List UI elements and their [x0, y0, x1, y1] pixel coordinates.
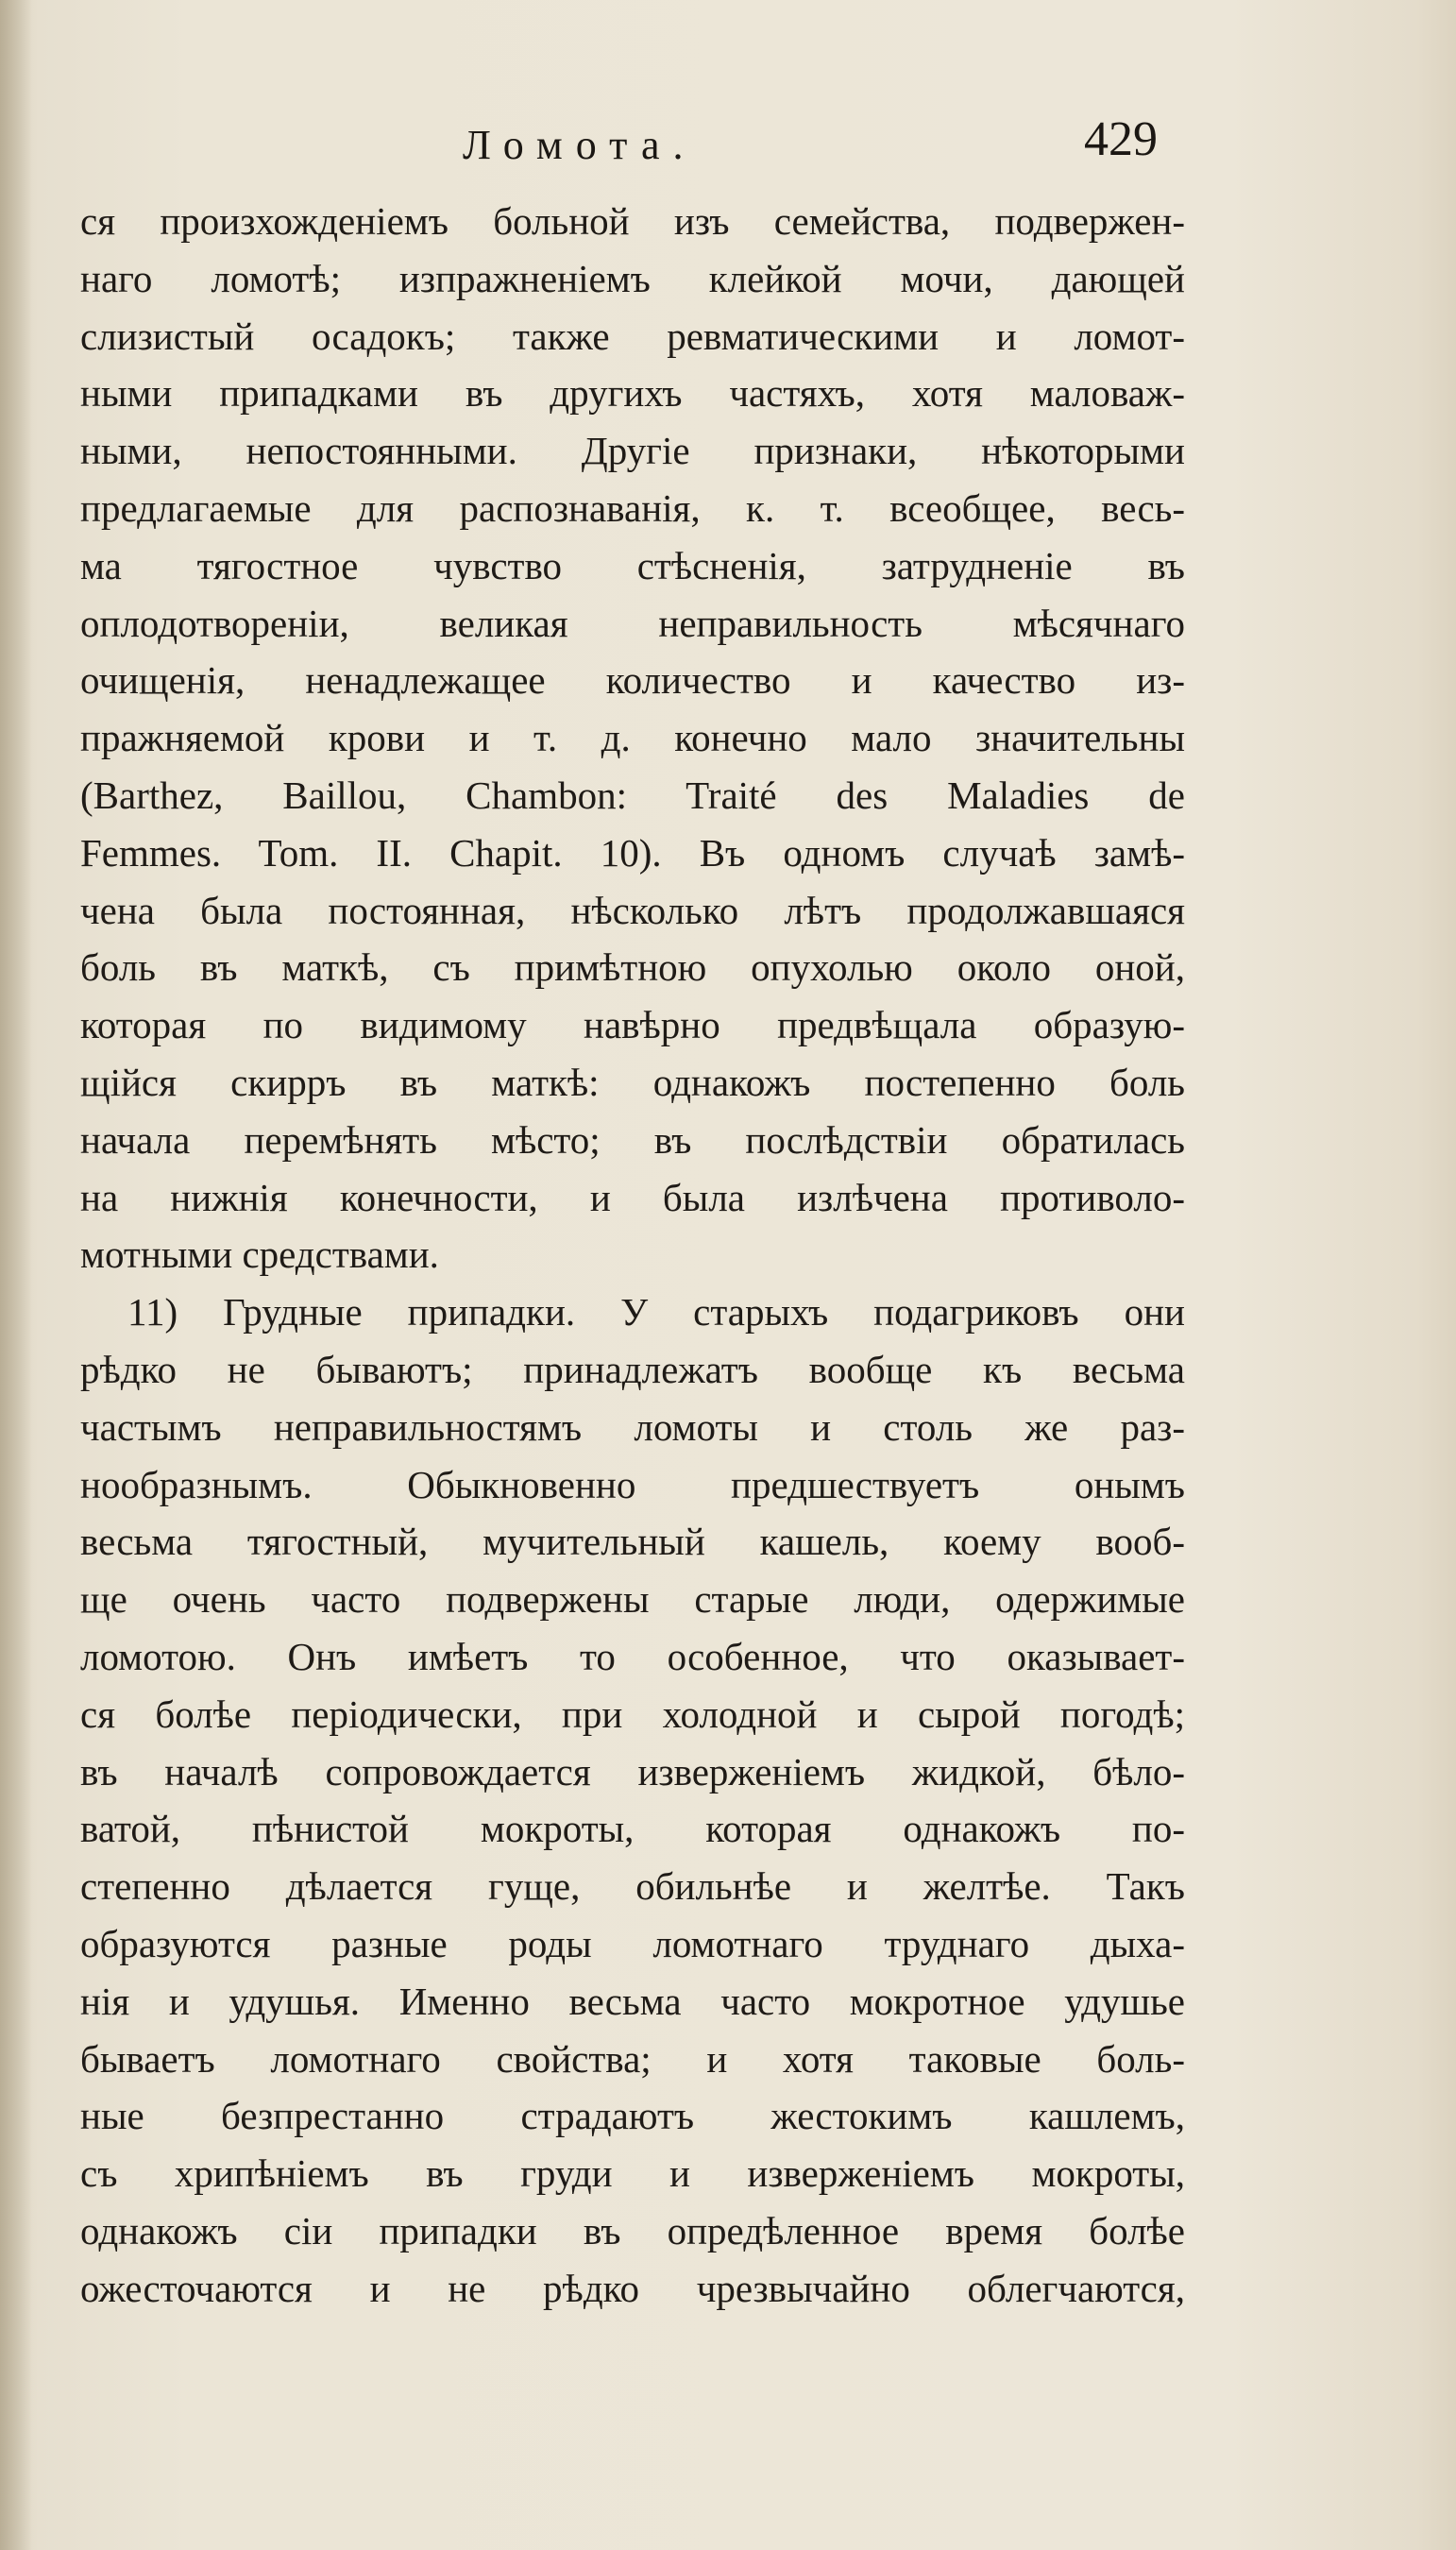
text-line: мотными средствами.: [80, 1232, 439, 1277]
text-line: частымъ неправильностямъ ломоты и столь же раз-: [80, 1404, 1185, 1449]
text-line: рѣдко не бываютъ; принадлежатъ вообще къ весьма: [80, 1347, 1185, 1391]
running-title: Ломота.: [463, 122, 697, 168]
text-line: ся болѣе періодически, при холодной и сырой погодѣ;: [80, 1692, 1185, 1736]
page-number: 429: [1084, 112, 1158, 166]
text-line: ще очень часто подвержены старые люди, одержимые: [80, 1577, 1185, 1622]
text-line: бываетъ ломотнаго свойства; и хотя таковые боль-: [80, 2036, 1185, 2081]
text-line: ожесточаются и не рѣдко чрезвычайно облегчаются,: [80, 2266, 1185, 2310]
text-line: 11) Грудные припадки. У старыхъ подагриковъ они: [127, 1290, 1185, 1334]
text-line: нообразнымъ. Обыкновенно предшествуетъ онымъ: [80, 1462, 1185, 1506]
text-line: въ началѣ сопровождается изверженіемъ жидкой, бѣло-: [80, 1749, 1185, 1794]
text-line: степенно дѣлается гуще, обильнѣе и желтѣе. Такъ: [80, 1864, 1185, 1909]
text-line: которая по видимому навѣрно предвѣщала образую-: [80, 1003, 1185, 1047]
body-text: [80, 193, 1185, 2317]
text-line: нія и удушья. Именно весьма часто мокротное удушье: [80, 1979, 1185, 2023]
text-line: весьма тягостный, мучительный кашель, коему вооб-: [80, 1520, 1185, 1564]
paragraph-1: [80, 193, 1185, 1284]
text-line: слизистый осадокъ; также ревматическими и ломот-: [80, 314, 1185, 358]
text-line: на нижнія конечности, и была излѣчена противоло-: [80, 1175, 1185, 1219]
text-line: (Barthez, Baillou, Chambon: Traité des Maladies de: [80, 773, 1185, 817]
text-line: ломотою. Онъ имѣетъ то особенное, что оказывает-: [80, 1634, 1185, 1678]
text-line: боль въ маткѣ, съ примѣтною опухолью около оной,: [80, 945, 1185, 990]
page-header: [0, 111, 1456, 178]
text-line: ными припадками въ другихъ частяхъ, хотя маловаж-: [80, 371, 1185, 416]
text-line: пражняемой крови и т. д. конечно мало значительны: [80, 716, 1185, 760]
text-line: оплодотвореніи, великая неправильность мѣсячнаго: [80, 601, 1185, 645]
text-line: чена была постоянная, нѣсколько лѣтъ продолжавшаяся: [80, 888, 1185, 932]
text-line: щійся скирръ въ маткѣ: однакожъ постепенно боль: [80, 1060, 1185, 1104]
text-line: ся произхожденіемъ больной изъ семейства, подвержен-: [80, 199, 1185, 243]
text-line: наго ломотѣ; изпражненіемъ клейкой мочи, дающей: [80, 256, 1185, 300]
text-line: съ хрипѣніемъ въ груди и изверженіемъ мокроты,: [80, 2151, 1185, 2196]
text-line: однакожъ сіи припадки въ опредѣленное время болѣе: [80, 2208, 1185, 2252]
text-line: Femmes. Tom. II. Chapit. 10). Въ одномъ случаѣ замѣ-: [80, 830, 1185, 875]
text-line: ма тягостное чувство стѣсненія, затрудненіе въ: [80, 543, 1185, 587]
text-line: очищенія, ненадлежащее количество и качество из-: [80, 658, 1185, 703]
text-line: ватой, пѣнистой мокроты, которая однакожъ по-: [80, 1807, 1185, 1851]
paragraph-2: [80, 1284, 1185, 2317]
text-line: предлагаемые для распознаванія, к. т. всеобщее, весь-: [80, 485, 1185, 530]
text-line: начала перемѣнять мѣсто; въ послѣдствіи обратилась: [80, 1117, 1185, 1162]
text-line: образуются разные роды ломотнаго труднаго дыха-: [80, 1921, 1185, 1965]
spine-shadow: [0, 0, 32, 2550]
text-line: ными, непостоянными. Другіе признаки, нѣкоторыми: [80, 429, 1185, 473]
text-line: ные безпрестанно страдаютъ жестокимъ кашлемъ,: [80, 2094, 1185, 2138]
